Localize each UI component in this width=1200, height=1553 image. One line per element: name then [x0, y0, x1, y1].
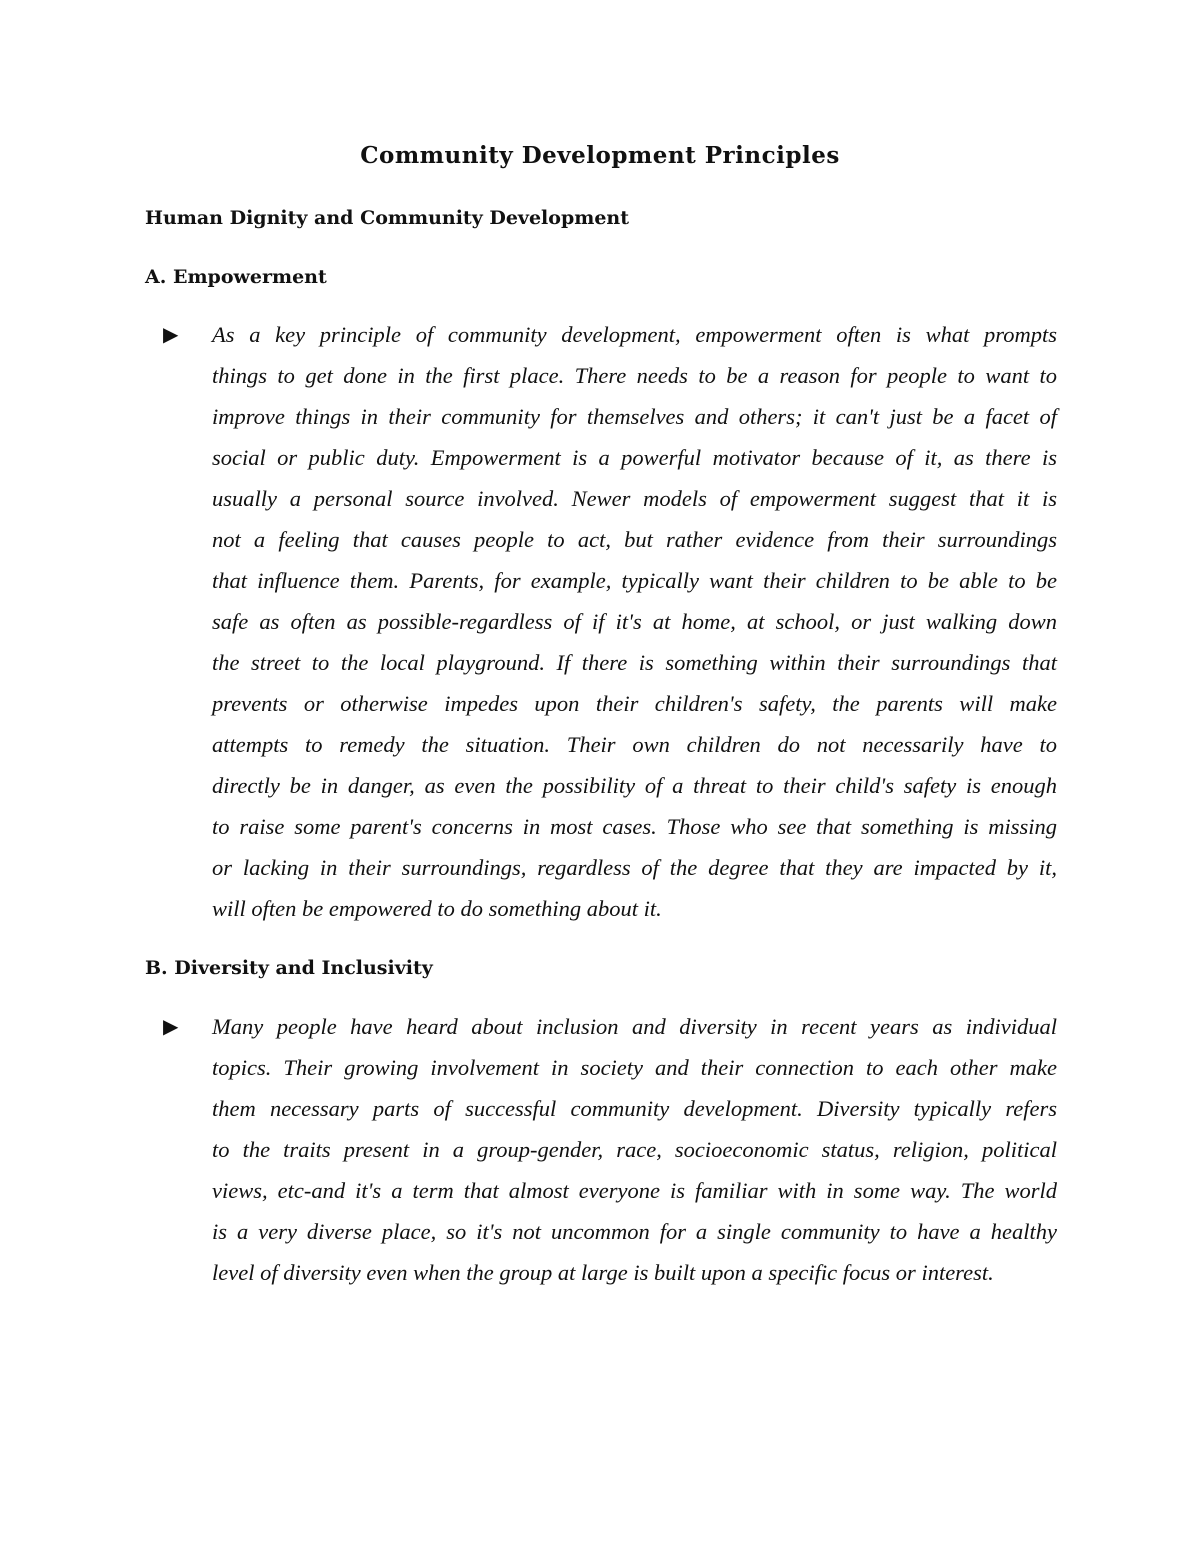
paragraph-line: them necessary parts of successful community development. Diversity typically refers — [212, 1096, 1057, 1121]
paragraph-line: things to get done in the first place. There needs to be a reason for people to want to — [212, 363, 1057, 388]
paragraph-line: to raise some parent's concerns in most cases. Those who see that something is missing — [212, 814, 1057, 839]
subsection-heading-diversity: B. Diversity and Inclusivity — [145, 957, 433, 979]
paragraph-line: views, etc-and it's a term that almost everyone is familiar with in some way. The world — [212, 1178, 1057, 1203]
paragraph-line: attempts to remedy the situation. Their own children do not necessarily have to — [212, 732, 1057, 757]
paragraph-line: usually a personal source involved. Newer models of empowerment suggest that it is — [212, 486, 1057, 511]
document-title: Community Development Principles — [360, 142, 840, 169]
paragraph-line: directly be in danger, as even the possibility of a threat to their child's safety is enough — [212, 773, 1057, 798]
subsection-heading-empowerment: A. Empowerment — [145, 266, 327, 288]
paragraph-line: the street to the local playground. If there is something within their surroundings that — [212, 650, 1057, 675]
diversity-paragraph — [212, 1006, 1057, 1293]
bullet-arrow-icon: ▶ — [163, 1014, 179, 1038]
paragraph-line: to the traits present in a group-gender, race, socioeconomic status, religion, political — [212, 1137, 1057, 1162]
paragraph-line: will often be empowered to do something about it. — [212, 896, 662, 921]
paragraph-line: safe as often as possible-regardless of if it's at home, at school, or just walking down — [212, 609, 1057, 634]
section-heading: Human Dignity and Community Development — [145, 207, 630, 229]
paragraph-line: prevents or otherwise impedes upon their children's safety, the parents will make — [212, 691, 1057, 716]
paragraph-line: level of diversity even when the group at large is built upon a specific focus or interest. — [212, 1260, 994, 1285]
paragraph-line: or lacking in their surroundings, regardless of the degree that they are impacted by it, — [212, 855, 1057, 880]
paragraph-line: is a very diverse place, so it's not uncommon for a single community to have a healthy — [212, 1219, 1057, 1244]
paragraph-line: not a feeling that causes people to act, but rather evidence from their surroundings — [212, 527, 1057, 552]
paragraph-line: topics. Their growing involvement in society and their connection to each other make — [212, 1055, 1057, 1080]
paragraph-line: that influence them. Parents, for example, typically want their children to be able to be — [212, 568, 1057, 593]
empowerment-paragraph — [212, 314, 1057, 929]
paragraph-line: improve things in their community for themselves and others; it can't just be a facet of — [212, 404, 1057, 429]
bullet-arrow-icon: ▶ — [163, 322, 179, 346]
paragraph-line: As a key principle of community development, empowerment often is what prompts — [212, 322, 1057, 347]
paragraph-line: social or public duty. Empowerment is a powerful motivator because of it, as there is — [212, 445, 1057, 470]
paragraph-line: Many people have heard about inclusion and diversity in recent years as individual — [212, 1014, 1057, 1039]
